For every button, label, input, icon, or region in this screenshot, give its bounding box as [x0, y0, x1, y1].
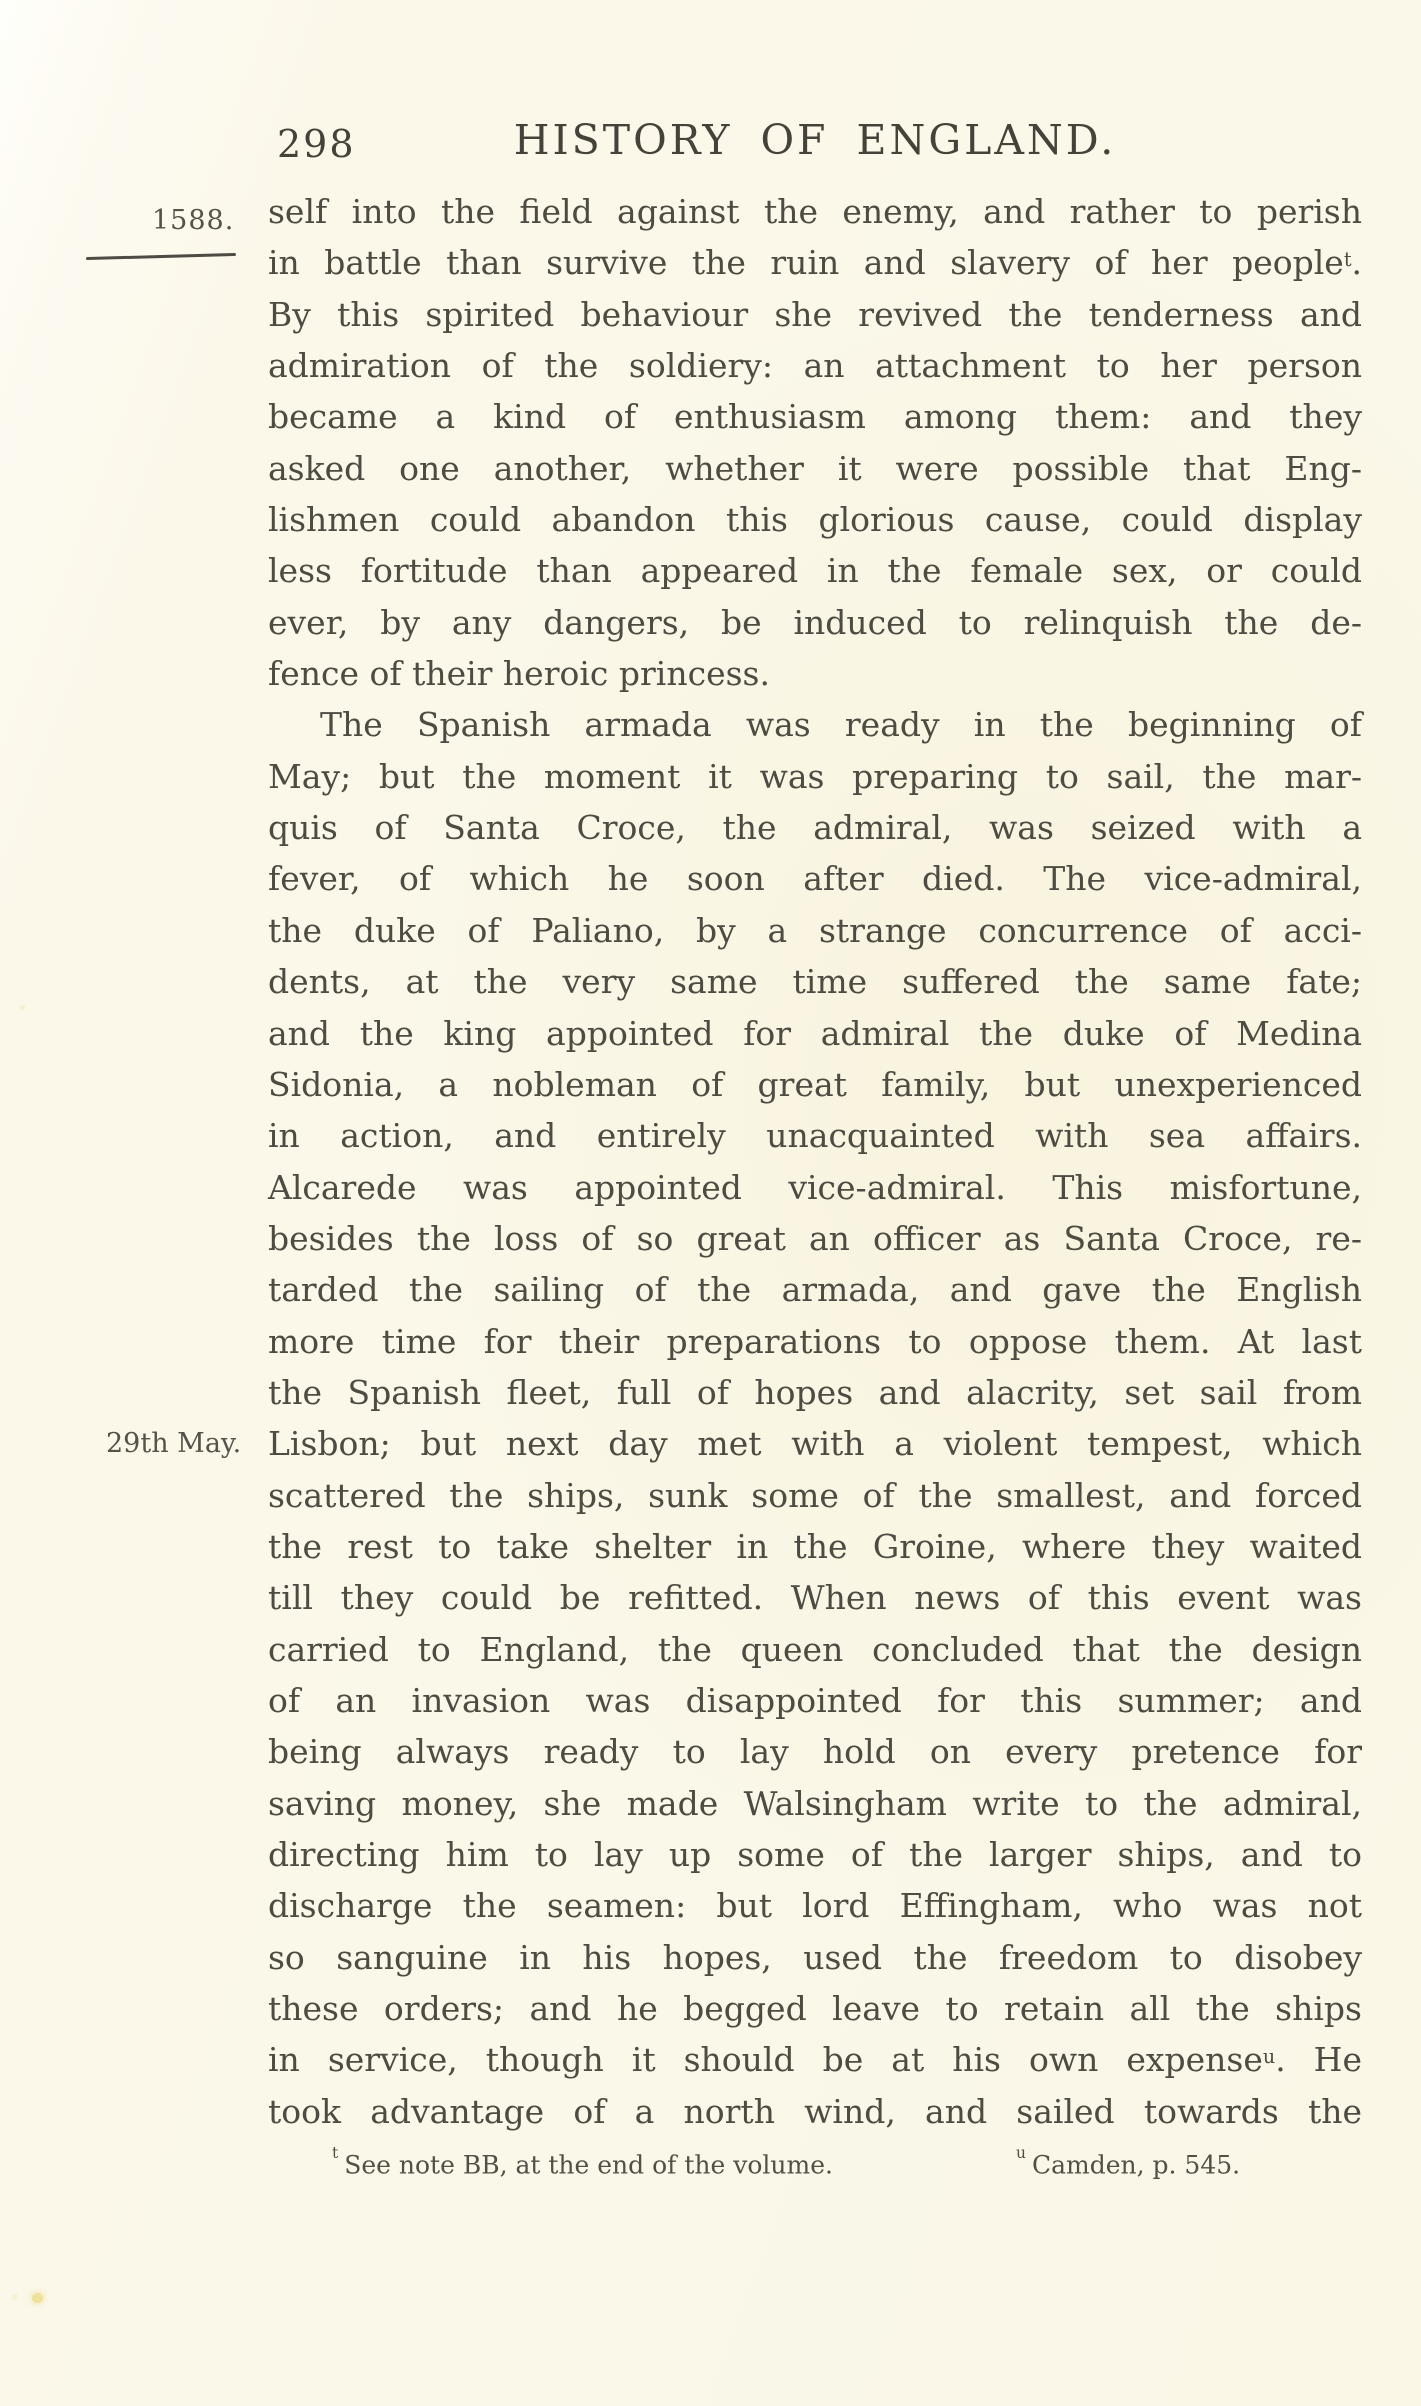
- text-line: lishmen could abandon this glorious cause, could display: [268, 500, 1362, 540]
- text-line: less fortitude than appeared in the female sex, or could: [268, 551, 1362, 591]
- text-line: took advantage of a north wind, and sailed towards the: [268, 2091, 1362, 2131]
- text-line: saving money, she made Walsingham write to the admiral,: [268, 1783, 1362, 1823]
- text-line: ever, by any dangers, be induced to relinquish the de-: [268, 602, 1362, 642]
- text-line: scattered the ships, sunk some of the smallest, and forced: [268, 1475, 1362, 1515]
- text-line: self into the field against the enemy, and rather to perish: [268, 192, 1362, 231]
- footnote-reference: u: [1262, 2044, 1276, 2068]
- text-line: dents, at the very same time suffered the same fate;: [268, 962, 1362, 1002]
- text-line: became a kind of enthusiasm among them: and they: [268, 397, 1362, 437]
- margin-note-year: 1588.: [152, 205, 235, 236]
- footnote: [332, 2143, 833, 2180]
- footnote-reference: t: [1343, 247, 1352, 271]
- text-line: besides the loss of so great an officer as Santa Croce, re-: [268, 1218, 1362, 1258]
- footnote-text: Camden, p. 545.: [1031, 2150, 1241, 2180]
- running-title: HISTORY OF ENGLAND.: [513, 116, 1117, 164]
- text-line: Lisbon; but next day met with a violent tempest, which: [268, 1424, 1362, 1464]
- text-line: the rest to take shelter in the Groine, where they waited: [268, 1526, 1362, 1566]
- text-line: of an invasion was disappointed for this summer; and: [268, 1680, 1362, 1720]
- text-line: more time for their preparations to oppose them. At last: [268, 1321, 1362, 1361]
- text-line: discharge the seamen: but lord Effingham, who was not: [268, 1886, 1362, 1926]
- footnote-marker: u: [1016, 2143, 1026, 2162]
- text-line: these orders; and he begged leave to retain all the ships: [268, 1989, 1362, 2029]
- text-line: tarded the sailing of the armada, and gave the English: [268, 1270, 1362, 1310]
- text-line: in service, though it should be at his own expense$^u$. He: [268, 2040, 1362, 2080]
- footnote-marker: t: [332, 2143, 339, 2162]
- page-header: [268, 116, 1362, 168]
- text-line: the duke of Paliano, by a strange concurrence of acci-: [268, 910, 1362, 950]
- paper-speck: [20, 1005, 25, 1010]
- text-line: By this spirited behaviour she revived the tenderness and: [268, 294, 1362, 334]
- footnote-area: [268, 2143, 1362, 2190]
- footnote-text: See note BB, at the end of the volume.: [344, 2150, 833, 2180]
- text-line: in action, and entirely unacquainted with sea affairs.: [268, 1116, 1362, 1156]
- footnote: [1016, 2143, 1241, 2180]
- text-line: the Spanish fleet, full of hopes and alacrity, set sail from: [268, 1372, 1362, 1412]
- text-line: fever, of which he soon after died. The vice-admiral,: [268, 859, 1362, 899]
- text-line: being always ready to lay hold on every pretence for: [268, 1732, 1362, 1772]
- margin-note-date: 29th May.: [106, 1428, 242, 1459]
- text-line: asked one another, whether it were possible that Eng-: [268, 448, 1362, 488]
- body-text: [268, 186, 1362, 2137]
- text-line: The Spanish armada was ready in the beginning of: [320, 705, 1362, 745]
- text-line: carried to England, the queen concluded that the design: [268, 1629, 1362, 1669]
- text-line: till they could be refitted. When news of this event was: [268, 1578, 1362, 1618]
- text-line: so sanguine in his hopes, used the freedom to disobey: [268, 1937, 1362, 1977]
- text-line: May; but the moment it was preparing to sail, the mar-: [268, 756, 1362, 796]
- margin-rule: [86, 253, 236, 260]
- text-line: and the king appointed for admiral the duke of Medina: [268, 1013, 1362, 1053]
- text-line: fence of their heroic princess.: [268, 654, 770, 694]
- text-line: admiration of the soldiery: an attachment to her person: [268, 346, 1362, 386]
- text-line: in battle than survive the ruin and slavery of her people$^t$.: [268, 243, 1362, 283]
- paper-speck: [32, 2293, 43, 2303]
- page-number: 298: [277, 122, 356, 166]
- text-line: quis of Santa Croce, the admiral, was seized with a: [268, 808, 1362, 848]
- paper-speck: [12, 2294, 18, 2300]
- text-line: Alcarede was appointed vice-admiral. This misfortune,: [268, 1167, 1362, 1207]
- text-line: directing him to lay up some of the larger ships, and to: [268, 1835, 1362, 1874]
- text-line: Sidonia, a nobleman of great family, but unexperienced: [268, 1064, 1362, 1104]
